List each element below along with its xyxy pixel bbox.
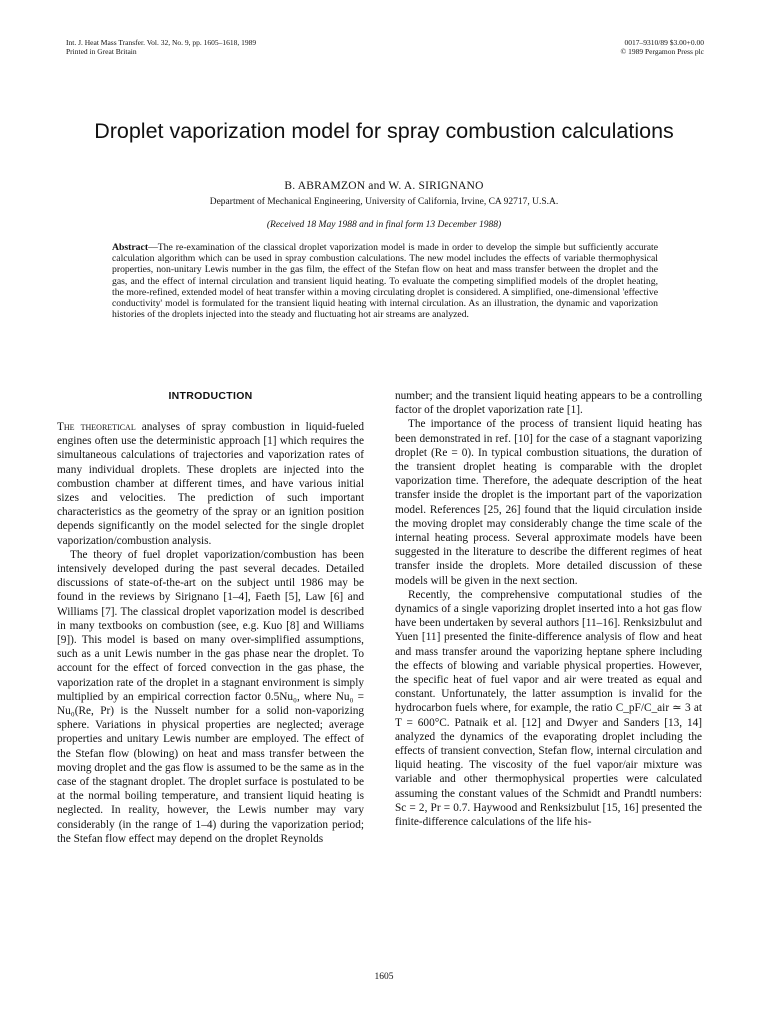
right-column (395, 389, 702, 829)
received-dates (60, 220, 708, 230)
abstract-label: Abstract (112, 242, 149, 253)
paragraph-text: analyses of spray combustion in liquid-fueled engines often use the deterministic approach [1] which requires the simultaneous calculations of trajectories and vaporization rates of many individual droplets. These droplets are injected into the combustion chamber at different times, and have various initial sizes and velocities. The prediction of such important characteristics as the geometry of the spray or an ignition position depends significantly on the model selected for the single droplet vaporization/combustion analysis. (57, 421, 364, 547)
printed-in: Printed in Great Britain (66, 47, 137, 56)
article-authors: B. ABRAMZON and W. A. SIRIGNANO (284, 180, 484, 192)
author-affiliation: Department of Mechanical Engineering, University of California, Irvine, CA 92717, U.S.A. (209, 197, 559, 207)
paragraph: The importance of the process of transient liquid heating has been demonstrated in ref. [10] for the case of a stagnant vaporizing droplet (Re = 0). In typical combustion situations, the duration of the transient droplet heating is comparable with the droplet vaporization time. Therefore, the adequate description of the heat transfer inside the droplet is the important part of the vaporization model. References [25, 26] found that the liquid circulation inside the moving droplet may considerably change the time scale of the internal heating process. Several approximate models have been suggested in the literature to describe the different regimes of heat transfer inside the droplets. More detailed discussion of these models will be given in the next section. (395, 418, 702, 587)
abstract-text: —The re-examination of the classical droplet vaporization model is made in order to develop the simple but sufficiently accurate calculation algorithm which can be used in spray combustion calculations. The new model includes the effects of variable thermophysical properties, non-unitary Lewis number in the gas film, the effect of the Stefan flow on heat and mass transfer between the droplet and the gas, and the effect of internal circulation and transient liquid heating. To evaluate the competing simplified models of the droplet heating, the more-refined, extended model of heat transfer within a moving circulating droplet is considered. A simplified, one-dimensional 'effective conductivity' model is formulated for the transient liquid heating with internal circulation. As an illustration, the dynamic and vaporization histories of the droplets injected into the steady and fluctuating hot air streams are analyzed. (112, 242, 658, 321)
journal-citation: Int. J. Heat Mass Transfer. Vol. 32, No. 9, pp. 1605–1618, 1989 (66, 38, 257, 47)
page-number: 1605 (374, 972, 394, 982)
paragraph-lead: The theoretical (57, 421, 136, 433)
journal-header-left (66, 38, 256, 56)
paragraph (57, 420, 364, 548)
paragraph: Recently, the comprehensive computational studies of the dynamics of a single vaporizing droplet inserted into a hot gas flow have been undertaken by several authors [11–16]. Renksizbulut and Yuen [11] presented the finite-difference analysis of flow and heat and mass transfer around the vaporizing heptane sphere including the effects of blowing and variable physical properties. However, the specific heat of fuel vapor and air were treated as equal and constant. Unfortunately, the latter assumption is invalid for the hydrocarbon fuels where, for example, the ratio C_pF/C_air ≃ 3 at T = 600°C. Patnaik et al. [12] and Dwyer and Sanders [13, 14] analyzed the dynamics of the evaporating droplet including the effects of transient convection, Stefan flow, internal circulation and liquid heating. The viscosity of the fuel vapor/air mixture was variable and other thermophysical properties were calculated assuming the constant values of the Schmidt and Prandtl numbers: Sc = 2, Pr = 0.7. Haywood and Renksizbulut [15, 16] presented the finite-difference calculations of the life his- (395, 588, 702, 829)
issn-price: 0017–9310/89 $3.00+0.00 (624, 38, 704, 47)
article-title: Droplet vaporization model for spray combustion calculations (94, 119, 674, 143)
left-column (57, 389, 364, 846)
paragraph: The theory of fuel droplet vaporization/combustion has been intensively developed during the past several decades. Detailed discussions of state-of-the-art on the subject until 1986 may be found in the reviews by Sirignano [1–4], Faeth [5], Law [6] and Williams [7]. The classical droplet vaporization model is described in many textbooks on combustion (see, e.g. Kuo [8] and Williams [9]). This model is based on many over-simplified assumptions, such as a unit Lewis number in the gas phase near the droplet. To account for the effect of forced convection in the gas phase, the vaporization rate of the droplet in a stagnant environment is simply multiplied by an empirical correction factor 0.5Nu₀, where Nu₀ = Nu₀(Re, Pr) is the Nusselt number for a solid non-vaporizing sphere. Variations in physical properties are neglected; average properties and unitary Lewis number are employed. The effect of the Stefan flow (blowing) on heat and mass transfer between the moving droplet and the gas flow is assumed to be the same as in the case of the stagnant droplet. The droplet surface is postulated to be at the normal boiling temperature, and transient liquid heating is neglected. In reality, however, the Lewis number may vary considerably (in the range of 1–4) during the vaporization period; the Stefan flow effect may depend on the droplet Reynolds (57, 548, 364, 845)
copyright: © 1989 Pergamon Press plc (620, 47, 704, 56)
paragraph-continued: number; and the transient liquid heating appears to be a controlling factor of the droplet vaporization rate [1]. (395, 390, 702, 417)
journal-header-right (621, 38, 704, 56)
received-dates-text: (Received 18 May 1988 and in final form 13 December 1988) (266, 220, 502, 230)
section-heading-introduction: INTRODUCTION (168, 390, 253, 402)
abstract (112, 242, 658, 320)
